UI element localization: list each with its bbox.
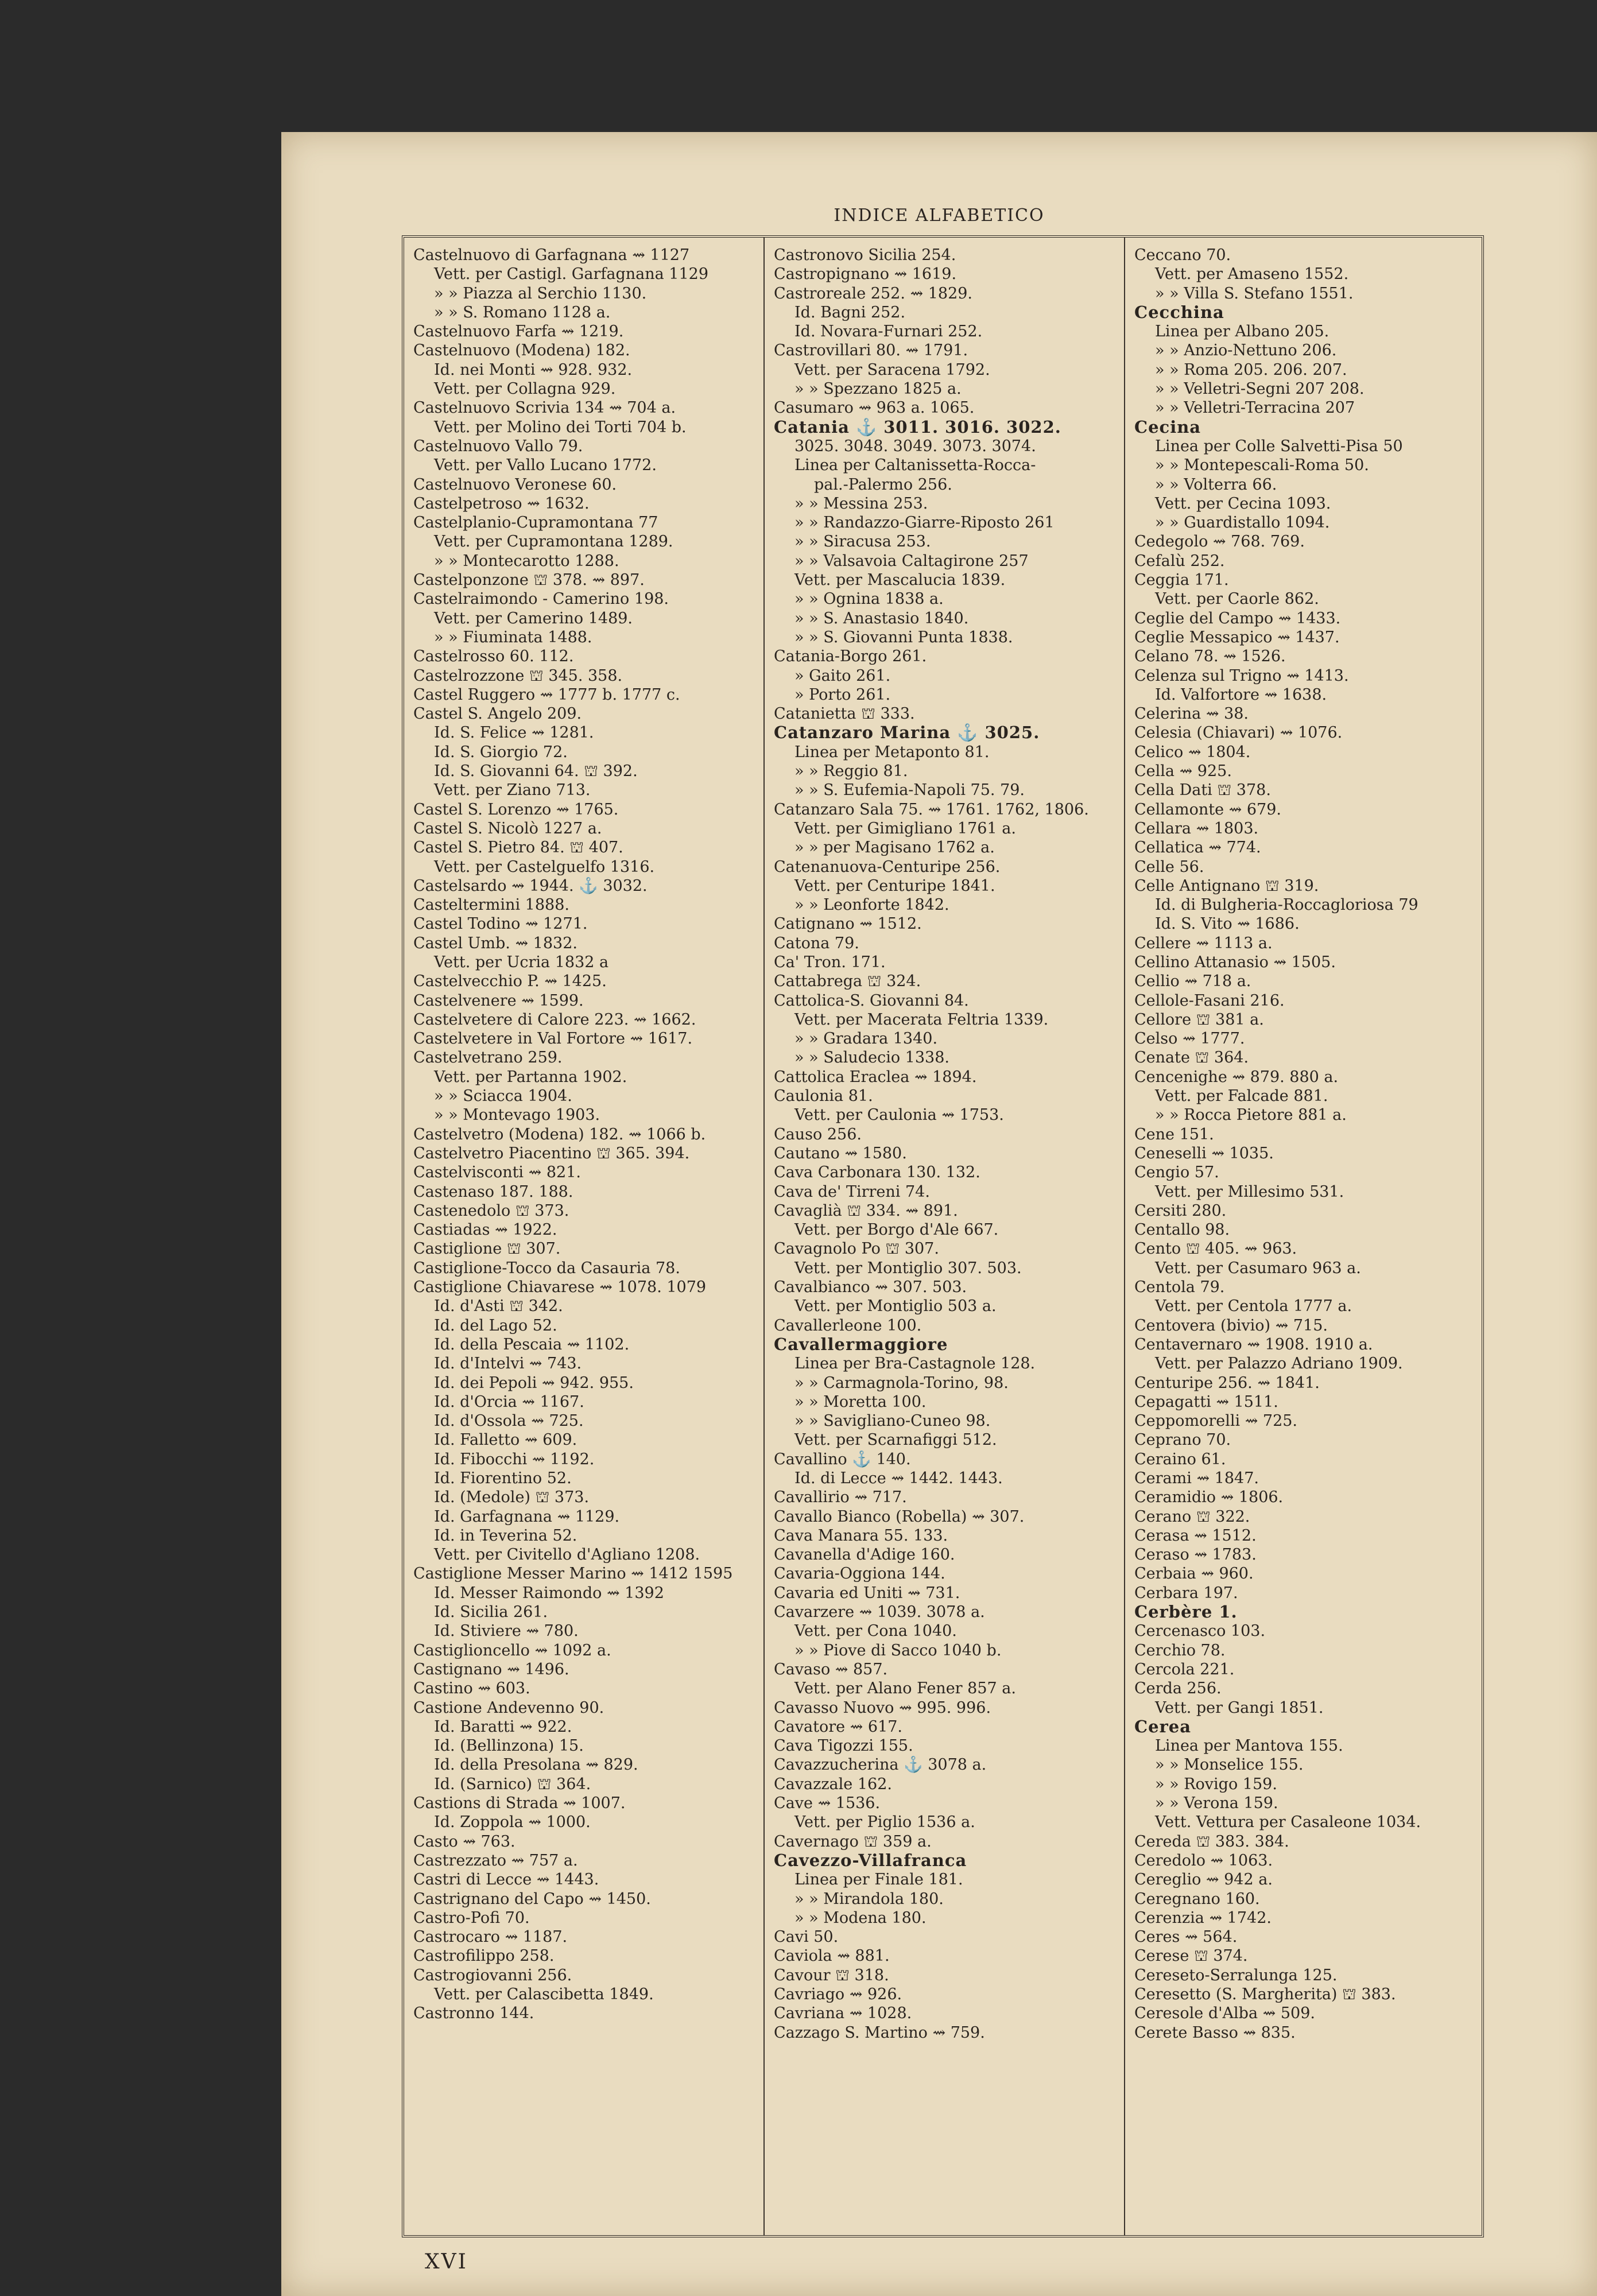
index-entry: Castelvetro (Modena) 182. ⇝ 1066 b.	[413, 1125, 706, 1143]
index-entry: » » Reggio 81.	[794, 762, 908, 781]
index-entry: Castenedolo ⛫ 373.	[413, 1201, 569, 1220]
index-column-1	[404, 238, 765, 2235]
index-entry: Centola 79.	[1134, 1278, 1225, 1297]
index-entry: Id. S. Giovanni 64. ⛫ 392.	[434, 762, 638, 781]
index-entry: Castelvetro Piacentino ⛫ 365. 394.	[413, 1144, 690, 1162]
index-entry: Cazzago S. Martino ⇝ 759.	[774, 2023, 985, 2042]
index-entry: Id. S. Felice ⇝ 1281.	[434, 724, 594, 742]
index-entry: Vett. per Montiglio 503 a.	[794, 1297, 997, 1316]
index-entry: Vett. per Caorle 862.	[1155, 590, 1319, 608]
index-entry: Centovera (bivio) ⇝ 715.	[1134, 1316, 1328, 1335]
index-entry: Id. di Lecce ⇝ 1442. 1443.	[794, 1469, 1003, 1487]
index-entry: » » Sciacca 1904.	[434, 1087, 572, 1106]
index-entry: Cellara ⇝ 1803.	[1134, 819, 1259, 837]
index-entry: » » Velletri-Terracina 207	[1155, 399, 1355, 417]
index-entry: Cella Dati ⛫ 378.	[1134, 781, 1271, 800]
index-entry: Vett. per Cecina 1093.	[1155, 494, 1331, 513]
index-entry: Cerete Basso ⇝ 835.	[1134, 2023, 1296, 2042]
index-entry: Cerese ⛫ 374.	[1134, 1947, 1248, 1965]
index-entry: Castronovo Sicilia 254.	[774, 246, 956, 264]
index-entry: Catenanuova-Centuripe 256.	[774, 858, 1001, 876]
index-entry: 3025. 3048. 3049. 3073. 3074.	[794, 437, 1036, 455]
index-entry: Celle 56.	[1134, 858, 1204, 876]
index-entry: Celico ⇝ 1804.	[1134, 743, 1251, 761]
index-entry: Linea per Metaponto 81.	[794, 743, 990, 761]
index-entry: Cava Manara 55. 133.	[774, 1526, 948, 1545]
index-entry: Cerbara 197.	[1134, 1584, 1238, 1602]
index-entry: Vett. per Centola 1777 a.	[1155, 1297, 1352, 1316]
page-number: XVI	[425, 2250, 468, 2274]
index-entry: Castel Ruggero ⇝ 1777 b. 1777 c.	[413, 685, 680, 704]
index-entry: » » Volterra 66.	[1155, 475, 1277, 494]
index-entry: » » Montepescali-Roma 50.	[1155, 456, 1369, 475]
index-entry: Id. Valfortore ⇝ 1638.	[1155, 685, 1327, 704]
index-entry: Vett. per Cupramontana 1289.	[434, 533, 673, 551]
index-entry: Cercenasco 103.	[1134, 1622, 1266, 1640]
index-entry: Celerina ⇝ 38.	[1134, 705, 1249, 723]
index-entry: » » Montevago 1903.	[434, 1106, 600, 1124]
index-entry: Castelnuovo Veronese 60.	[413, 475, 617, 494]
index-entry: Castiglione Messer Marino ⇝ 1412 1595	[413, 1565, 733, 1583]
index-entry: Id. d'Intelvi ⇝ 743.	[434, 1355, 582, 1373]
index-entry: Ceppomorelli ⇝ 725.	[1134, 1412, 1298, 1430]
index-entry: Centuripe 256. ⇝ 1841.	[1134, 1374, 1320, 1392]
index-entry: Vett. per Collagna 929.	[434, 380, 616, 398]
index-entry: » » Verona 159.	[1155, 1794, 1278, 1813]
index-entry: Castel S. Pietro 84. ⛫ 407.	[413, 839, 623, 857]
index-entry: Vett. per Cona 1040.	[794, 1622, 957, 1640]
index-entry: Castelnuovo di Garfagnana ⇝ 1127	[413, 246, 690, 264]
index-entry: Cattolica-S. Giovanni 84.	[774, 991, 969, 1010]
index-entry: Catania ⚓ 3011. 3016. 3022.	[774, 417, 1061, 437]
index-entry: Ceregnano 160.	[1134, 1890, 1260, 1908]
index-entry: Cefalù 252.	[1134, 552, 1225, 570]
index-entry: Catanzaro Marina ⚓ 3025.	[774, 723, 1040, 743]
index-entry: Cavasso Nuovo ⇝ 995. 996.	[774, 1698, 991, 1717]
index-entry: Vett. per Millesimo 531.	[1155, 1182, 1344, 1201]
index-entry: Ceraso ⇝ 1783.	[1134, 1546, 1257, 1564]
index-entry: Castelsardo ⇝ 1944. ⚓ 3032.	[413, 876, 648, 895]
index-entry: Castiglione-Tocco da Casauria 78.	[413, 1259, 680, 1277]
index-entry: Castelponzone ⛫ 378. ⇝ 897.	[413, 571, 645, 589]
index-entry: Linea per Albano 205.	[1155, 323, 1329, 341]
index-entry: » » per Magisano 1762 a.	[794, 839, 995, 857]
index-entry: » » Anzio-Nettuno 206.	[1155, 342, 1337, 360]
index-entry: Cerda 256.	[1134, 1680, 1222, 1698]
index-entry: Castel S. Nicolò 1227 a.	[413, 819, 602, 837]
index-entry: Linea per Finale 181.	[794, 1871, 963, 1889]
index-entry: Cavagnolo Po ⛫ 307.	[774, 1240, 939, 1258]
index-entry: Cereglio ⇝ 942 a.	[1134, 1871, 1273, 1889]
index-entry: Vett. per Ziano 713.	[434, 781, 591, 800]
index-entry: Castiglioncello ⇝ 1092 a.	[413, 1641, 611, 1659]
index-entry: Ca' Tron. 171.	[774, 953, 886, 971]
index-entry: Castro-Pofi 70.	[413, 1909, 530, 1927]
index-entry: Id. dei Pepoli ⇝ 942. 955.	[434, 1374, 634, 1392]
index-entry: » » Leonforte 1842.	[794, 896, 949, 914]
index-entry: Cencenighe ⇝ 879. 880 a.	[1134, 1068, 1339, 1086]
index-entry: Cecina	[1134, 417, 1201, 437]
index-entry: Vett. per Caulonia ⇝ 1753.	[794, 1106, 1004, 1124]
index-entry: Castelplanio-Cupramontana 77	[413, 514, 658, 532]
index-entry: Ceggia 171.	[1134, 571, 1229, 589]
index-entry: Castel Todino ⇝ 1271.	[413, 915, 588, 933]
index-entry: Id. in Teverina 52.	[434, 1526, 577, 1545]
index-entry: Cellio ⇝ 718 a.	[1134, 972, 1251, 991]
index-entry: Cave ⇝ 1536.	[774, 1794, 881, 1813]
index-entry: Cavernago ⛫ 359 a.	[774, 1832, 932, 1851]
index-entry: » » Roma 205. 206. 207.	[1155, 360, 1347, 379]
index-entry: » » Ognina 1838 a.	[794, 590, 944, 608]
index-entry: Cavaria-Oggiona 144.	[774, 1565, 945, 1583]
index-entry: Celano 78. ⇝ 1526.	[1134, 647, 1286, 666]
index-entry: » » Messina 253.	[794, 494, 928, 513]
index-entry: Id. della Pescaia ⇝ 1102.	[434, 1335, 630, 1353]
index-entry: Linea per Colle Salvetti-Pisa 50	[1155, 437, 1403, 455]
index-entry: Vett. per Palazzo Adriano 1909.	[1155, 1355, 1403, 1373]
index-entry: Cavallerleone 100.	[774, 1316, 922, 1335]
index-entry: Cavaria ed Uniti ⇝ 731.	[774, 1584, 960, 1602]
index-entry: Id. S. Giorgio 72.	[434, 743, 568, 761]
index-entry: » » Modena 180.	[794, 1909, 927, 1927]
index-entry: Castelvecchio P. ⇝ 1425.	[413, 972, 607, 991]
index-entry: Castiglione ⛫ 307.	[413, 1240, 561, 1258]
index-entry: Catona 79.	[774, 934, 859, 952]
index-entry: Vett. per Molino dei Torti 704 b.	[434, 418, 687, 436]
index-entry: Ceglie del Campo ⇝ 1433.	[1134, 609, 1341, 627]
index-entry: Cellore ⛫ 381 a.	[1134, 1010, 1264, 1029]
index-frame	[402, 235, 1484, 2237]
index-entry: Ceneselli ⇝ 1035.	[1134, 1144, 1274, 1162]
index-entry: » » Montecarotto 1288.	[434, 552, 619, 570]
index-entry: Celesia (Chiavari) ⇝ 1076.	[1134, 724, 1343, 742]
index-entry: » » S. Romano 1128 a.	[434, 303, 611, 321]
index-entry: Ceresole d'Alba ⇝ 509.	[1134, 2004, 1315, 2023]
index-entry: Vett. per Mascalucia 1839.	[794, 571, 1006, 589]
index-entry: Cellamonte ⇝ 679.	[1134, 800, 1281, 819]
index-entry: Ceccano 70.	[1134, 246, 1231, 264]
index-entry: Celenza sul Trigno ⇝ 1413.	[1134, 666, 1349, 685]
index-entry: » » Fiuminata 1488.	[434, 628, 592, 646]
index-entry: Centavernaro ⇝ 1908. 1910 a.	[1134, 1335, 1373, 1353]
index-entry: Cereseto-Serralunga 125.	[1134, 1966, 1338, 1984]
index-entry: Cepagatti ⇝ 1511.	[1134, 1393, 1278, 1411]
index-entry: Cavour ⛫ 318.	[774, 1966, 889, 1984]
index-entry: Cerenzia ⇝ 1742.	[1134, 1909, 1272, 1927]
index-entry: Vett. per Partanna 1902.	[434, 1068, 627, 1086]
index-entry: » » Rocca Pietore 881 a.	[1155, 1106, 1347, 1124]
index-entry: Ceresetto (S. Margherita) ⛫ 383.	[1134, 1985, 1396, 2004]
index-entry: Id. del Lago 52.	[434, 1316, 557, 1335]
index-entry: Castrocaro ⇝ 1187.	[413, 1928, 568, 1946]
index-entry: Cedegolo ⇝ 768. 769.	[1134, 533, 1305, 551]
index-entry: Id. S. Vito ⇝ 1686.	[1155, 915, 1300, 933]
index-entry: Castelpetroso ⇝ 1632.	[413, 494, 590, 513]
index-entry: Castenaso 187. 188.	[413, 1182, 573, 1201]
index-entry: Cavazzucherina ⚓ 3078 a.	[774, 1756, 987, 1774]
index-entry: Vett. per Falcade 881.	[1155, 1087, 1328, 1106]
index-entry: Castropignano ⇝ 1619.	[774, 265, 957, 284]
index-entry: Vett. per Castigl. Garfagnana 1129	[434, 265, 709, 284]
index-entry: Castrovillari 80. ⇝ 1791.	[774, 342, 968, 360]
index-entry: Cerasa ⇝ 1512.	[1134, 1526, 1257, 1545]
index-entry: Castel S. Angelo 209.	[413, 705, 582, 723]
index-entry: Cellere ⇝ 1113 a.	[1134, 934, 1273, 952]
index-entry: Castelrozzone ⛫ 345. 358.	[413, 666, 623, 685]
index-entry: Cavriana ⇝ 1028.	[774, 2004, 912, 2023]
index-entry: Id. (Bellinzona) 15.	[434, 1737, 584, 1755]
index-entry: Cerami ⇝ 1847.	[1134, 1469, 1259, 1487]
index-entry: Cavanella d'Adige 160.	[774, 1546, 955, 1564]
index-entry: Castelnuovo (Modena) 182.	[413, 342, 630, 360]
index-entry: » » Mirandola 180.	[794, 1890, 944, 1908]
index-entry: Ceprano 70.	[1134, 1431, 1231, 1449]
index-entry: » » Savigliano-Cuneo 98.	[794, 1412, 991, 1430]
index-entry: Id. della Presolana ⇝ 829.	[434, 1756, 638, 1774]
index-entry: Vett. per Saracena 1792.	[794, 360, 990, 379]
index-entry: Id. nei Monti ⇝ 928. 932.	[434, 360, 633, 379]
index-entry: Cattolica Eraclea ⇝ 1894.	[774, 1068, 977, 1086]
index-entry: Castino ⇝ 603.	[413, 1680, 530, 1698]
index-entry: Cerchio 78.	[1134, 1641, 1226, 1659]
index-entry: Castions di Strada ⇝ 1007.	[413, 1794, 626, 1813]
index-entry: Vett. per Amaseno 1552.	[1155, 265, 1349, 284]
index-entry: Vett. per Ucria 1832 a	[434, 953, 609, 971]
index-entry: » Gaito 261.	[794, 666, 891, 685]
index-entry: Cattabrega ⛫ 324.	[774, 972, 921, 991]
index-entry: Ceraino 61.	[1134, 1450, 1226, 1468]
index-entry: Id. d'Asti ⛫ 342.	[434, 1297, 563, 1316]
index-entry: Ceredolo ⇝ 1063.	[1134, 1851, 1273, 1870]
index-entry: » » Piove di Sacco 1040 b.	[794, 1641, 1002, 1659]
index-entry: Cavatore ⇝ 617.	[774, 1717, 903, 1736]
index-entry: Castel S. Lorenzo ⇝ 1765.	[413, 800, 619, 819]
index-entry: Linea per Bra-Castagnole 128.	[794, 1355, 1036, 1373]
index-entry: Vett. per Camerino 1489.	[434, 609, 633, 627]
index-entry: » » Gradara 1340.	[794, 1030, 938, 1048]
index-entry: » » Villa S. Stefano 1551.	[1155, 284, 1354, 302]
index-entry: Cellole-Fasani 216.	[1134, 991, 1285, 1010]
index-entry: Cavalbianco ⇝ 307. 503.	[774, 1278, 967, 1297]
index-entry: Castrofilippo 258.	[413, 1947, 555, 1965]
index-column-2	[765, 238, 1125, 2235]
index-entry: Cella ⇝ 925.	[1134, 762, 1232, 781]
index-entry: Castelvetrano 259.	[413, 1049, 563, 1067]
index-entry: Id. (Medole) ⛫ 373.	[434, 1488, 590, 1507]
index-entry: Casteltermini 1888.	[413, 896, 569, 914]
index-entry: Vett. Vettura per Casaleone 1034.	[1155, 1813, 1421, 1832]
index-entry: » » Carmagnola-Torino, 98.	[794, 1374, 1009, 1392]
index-entry: Celle Antignano ⛫ 319.	[1134, 876, 1319, 895]
index-entry: Cellino Attanasio ⇝ 1505.	[1134, 953, 1336, 971]
index-column-3	[1125, 238, 1482, 2235]
index-entry: Id. Sicilia 261.	[434, 1603, 548, 1622]
index-entry: » » Siracusa 253.	[794, 533, 931, 551]
index-entry: Cercola 221.	[1134, 1660, 1235, 1678]
index-entry: » » Saludecio 1338.	[794, 1049, 949, 1067]
index-entry: Linea per Mantova 155.	[1155, 1737, 1343, 1755]
index-entry: Castrogiovanni 256.	[413, 1966, 572, 1984]
index-entry: Castri di Lecce ⇝ 1443.	[413, 1871, 599, 1889]
index-entry: Cengio 57.	[1134, 1163, 1219, 1182]
index-entry: Cava de' Tirreni 74.	[774, 1182, 930, 1201]
index-entry: Id. d'Ossola ⇝ 725.	[434, 1412, 584, 1430]
index-entry: » » Valsavoia Caltagirone 257	[794, 552, 1029, 570]
index-entry: Vett. per Macerata Feltria 1339.	[794, 1010, 1049, 1029]
index-entry: Id. Messer Raimondo ⇝ 1392	[434, 1584, 664, 1602]
index-entry: Cavaso ⇝ 857.	[774, 1660, 888, 1678]
index-entry: » » Monselice 155.	[1155, 1756, 1304, 1774]
index-entry: Catanzaro Sala 75. ⇝ 1761. 1762, 1806.	[774, 800, 1089, 819]
index-entry: Catignano ⇝ 1512.	[774, 915, 922, 933]
index-entry: Cavallirio ⇝ 717.	[774, 1488, 907, 1507]
index-entry: Id. Garfagnana ⇝ 1129.	[434, 1507, 620, 1526]
index-entry: Cavallo Bianco (Robella) ⇝ 307.	[774, 1507, 1025, 1526]
index-entry: Vett. per Calascibetta 1849.	[434, 1985, 654, 2004]
index-entry: Cava Tigozzi 155.	[774, 1737, 913, 1755]
index-entry: Castelnuovo Vallo 79.	[413, 437, 583, 455]
index-entry: Ceres ⇝ 564.	[1134, 1928, 1238, 1946]
index-entry: Ceramidio ⇝ 1806.	[1134, 1488, 1284, 1507]
index-entry: » Porto 261.	[794, 685, 891, 704]
index-entry: Castel Umb. ⇝ 1832.	[413, 934, 577, 952]
index-entry: Id. (Sarnico) ⛫ 364.	[434, 1775, 591, 1793]
index-entry: Cavriago ⇝ 926.	[774, 1985, 902, 2004]
index-entry: Cavaglià ⛫ 334. ⇝ 891.	[774, 1201, 958, 1220]
index-entry: Cerbère 1.	[1134, 1603, 1238, 1622]
index-entry: Cereda ⛫ 383. 384.	[1134, 1832, 1289, 1851]
index-entry: Cellatica ⇝ 774.	[1134, 839, 1261, 857]
index-entry: Cenate ⛫ 364.	[1134, 1049, 1249, 1067]
index-entry: Vett. per Piglio 1536 a.	[794, 1813, 975, 1832]
index-entry: Celso ⇝ 1777.	[1134, 1030, 1245, 1048]
index-entry: Casumaro ⇝ 963 a. 1065.	[774, 399, 975, 417]
index-entry: Causo 256.	[774, 1125, 862, 1143]
index-entry: Cautano ⇝ 1580.	[774, 1144, 907, 1162]
index-entry: » » S. Eufemia-Napoli 75. 79.	[794, 781, 1025, 800]
index-entry: Castelnuovo Scrivia 134 ⇝ 704 a.	[413, 399, 676, 417]
index-entry: Cene 151.	[1134, 1125, 1214, 1143]
index-entry: » » Rovigo 159.	[1155, 1775, 1277, 1793]
index-entry: » » Moretta 100.	[794, 1393, 927, 1411]
index-entry: Castelvetere in Val Fortore ⇝ 1617.	[413, 1030, 693, 1048]
index-entry: Castronno 144.	[413, 2004, 534, 2023]
index-entry: Castignano ⇝ 1496.	[413, 1660, 569, 1678]
index-entry: Cavallino ⚓ 140.	[774, 1450, 911, 1468]
index-entry: Centallo 98.	[1134, 1221, 1230, 1239]
index-entry: Id. Fibocchi ⇝ 1192.	[434, 1450, 595, 1468]
index-entry: Id. Fiorentino 52.	[434, 1469, 572, 1487]
index-entry: pal.-Palermo 256.	[814, 475, 952, 494]
index-entry: Id. di Bulgheria-Roccagloriosa 79	[1155, 896, 1418, 914]
index-entry: Catanietta ⛫ 333.	[774, 705, 915, 723]
index-entry: Ceglie Messapico ⇝ 1437.	[1134, 628, 1340, 646]
index-entry: » » S. Giovanni Punta 1838.	[794, 628, 1013, 646]
index-entry: Vett. per Scarnafiggi 512.	[794, 1431, 997, 1449]
index-entry: Cavezzo-Villafranca	[774, 1851, 967, 1870]
index-entry: Cersiti 280.	[1134, 1201, 1227, 1220]
index-entry: Caviola ⇝ 881.	[774, 1947, 890, 1965]
index-entry: Cavi 50.	[774, 1928, 839, 1946]
index-entry: Cava Carbonara 130. 132.	[774, 1163, 980, 1182]
index-entry: Id. d'Orcia ⇝ 1167.	[434, 1393, 584, 1411]
index-entry: Id. Baratti ⇝ 922.	[434, 1717, 572, 1736]
index-entry: Vett. per Casumaro 963 a.	[1155, 1259, 1361, 1277]
index-entry: Vett. per Gimigliano 1761 a.	[794, 819, 1016, 837]
index-entry: Castelnuovo Farfa ⇝ 1219.	[413, 323, 624, 341]
index-page	[281, 132, 1597, 2296]
index-entry: Castelraimondo - Camerino 198.	[413, 590, 669, 608]
index-entry: Vett. per Vallo Lucano 1772.	[434, 456, 657, 475]
index-entry: Castelrosso 60. 112.	[413, 647, 574, 666]
index-entry: Cerbaia ⇝ 960.	[1134, 1565, 1254, 1583]
index-entry: Castione Andevenno 90.	[413, 1698, 604, 1717]
index-entry: Vett. per Montiglio 307. 503.	[794, 1259, 1022, 1277]
index-entry: » » Piazza al Serchio 1130.	[434, 284, 647, 302]
index-entry: Id. Novara-Furnari 252.	[794, 323, 983, 341]
index-entry: Cavarzere ⇝ 1039. 3078 a.	[774, 1603, 985, 1622]
index-entry: » » Guardistallo 1094.	[1155, 514, 1330, 532]
index-entry: Id. Bagni 252.	[794, 303, 906, 321]
index-entry: Cecchina	[1134, 302, 1224, 322]
index-entry: Castelvisconti ⇝ 821.	[413, 1163, 581, 1182]
index-entry: Vett. per Castelguelfo 1316.	[434, 858, 655, 876]
index-entry: » » Randazzo-Giarre-Riposto 261	[794, 514, 1055, 532]
index-entry: Vett. per Alano Fener 857 a.	[794, 1680, 1016, 1698]
index-entry: Castelvenere ⇝ 1599.	[413, 991, 584, 1010]
index-entry: Id. Falletto ⇝ 609.	[434, 1431, 577, 1449]
index-entry: Cerano ⛫ 322.	[1134, 1507, 1250, 1526]
page-header: INDICE ALFABETICO	[834, 205, 1045, 226]
index-entry: Vett. per Centuripe 1841.	[794, 876, 995, 895]
index-entry: Linea per Caltanissetta-Rocca-	[794, 456, 1036, 475]
index-entry: Castrezzato ⇝ 757 a.	[413, 1851, 578, 1870]
index-entry: Castiadas ⇝ 1922.	[413, 1221, 557, 1239]
index-entry: Vett. per Civitello d'Agliano 1208.	[434, 1546, 700, 1564]
index-entry: Castiglione Chiavarese ⇝ 1078. 1079	[413, 1278, 707, 1297]
index-entry: Id. Stiviere ⇝ 780.	[434, 1622, 579, 1640]
index-entry: Castroreale 252. ⇝ 1829.	[774, 284, 973, 302]
index-entry: Caulonia 81.	[774, 1087, 873, 1106]
index-entry: Casto ⇝ 763.	[413, 1832, 515, 1851]
index-entry: Cavazzale 162.	[774, 1775, 892, 1793]
index-entry: Cavallermaggiore	[774, 1335, 948, 1354]
index-entry: Vett. per Borgo d'Ale 667.	[794, 1221, 999, 1239]
index-entry: Castelvetere di Calore 223. ⇝ 1662.	[413, 1010, 696, 1029]
index-entry: Castrignano del Capo ⇝ 1450.	[413, 1890, 651, 1908]
index-entry: Id. Zoppola ⇝ 1000.	[434, 1813, 591, 1832]
index-entry: » » S. Anastasio 1840.	[794, 609, 969, 627]
index-entry: Catania-Borgo 261.	[774, 647, 927, 666]
index-entry: » » Velletri-Segni 207 208.	[1155, 380, 1365, 398]
index-entry: Cento ⛫ 405. ⇝ 963.	[1134, 1240, 1297, 1258]
index-entry: » » Spezzano 1825 a.	[794, 380, 962, 398]
index-entry: Cerea	[1134, 1717, 1192, 1736]
index-entry: Vett. per Gangi 1851.	[1155, 1698, 1324, 1717]
